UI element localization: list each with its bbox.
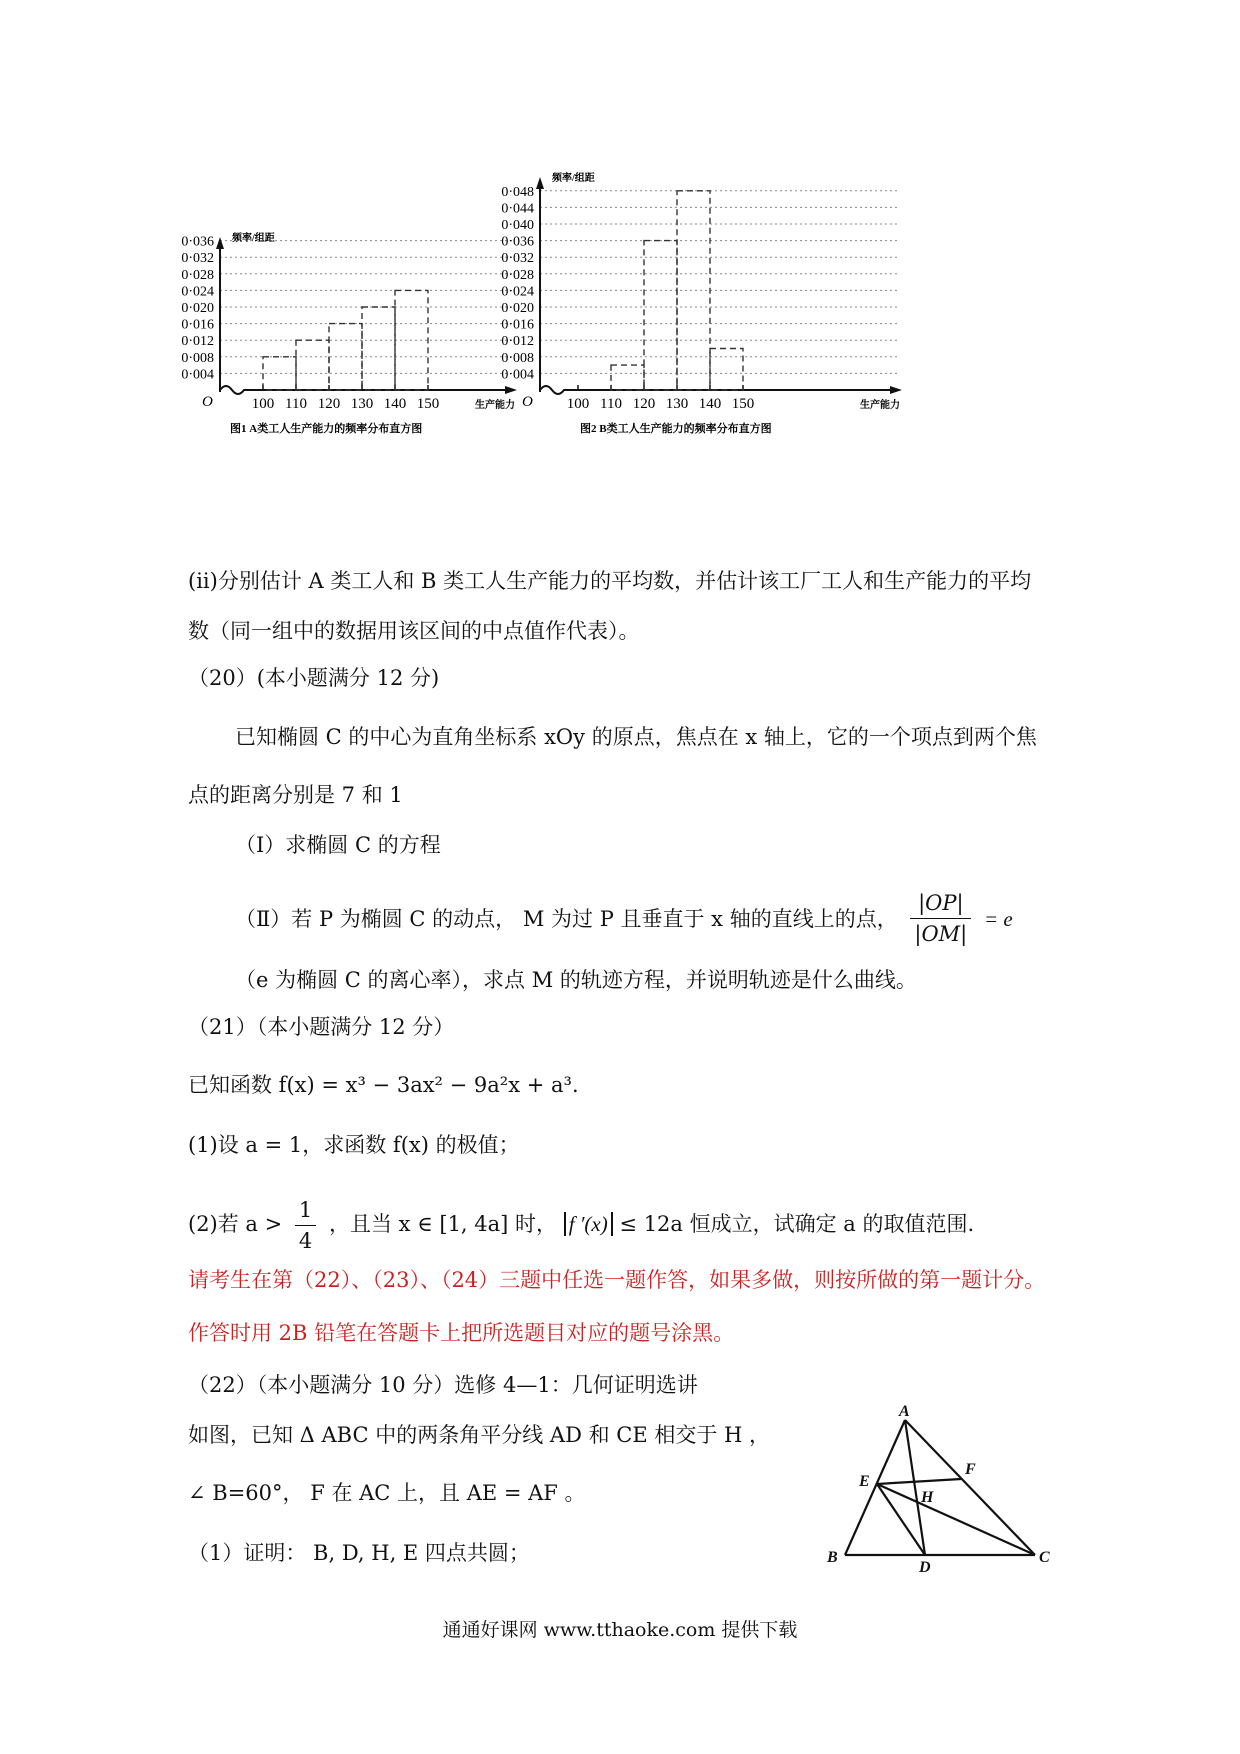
q21-part1: (1)设 a = 1，求函数 f(x) 的极值； (188, 1133, 520, 1157)
y-tick-label: 0·036 (501, 234, 534, 250)
y-axis-arrow (536, 177, 544, 189)
histogram-bar (296, 340, 329, 390)
derivative-abs: f ′(x) (564, 1212, 613, 1236)
label-d: D (919, 1559, 931, 1576)
x-tick-label: 150 (416, 396, 440, 412)
fraction-denominator: |OM| (914, 922, 968, 946)
side-ac (905, 1420, 1035, 1555)
q20-header: （20）(本小题满分 12 分) (188, 666, 440, 690)
label-c: C (1039, 1549, 1050, 1566)
q21-part2-c: ≤ 12a 恒成立，试确定 a 的取值范围. (619, 1212, 975, 1236)
x-tick-label: 110 (600, 396, 622, 412)
y-tick-label: 0·028 (501, 267, 534, 283)
q22-header: （22）（本小题满分 10 分）选修 4—1：几何证明选讲 (188, 1373, 698, 1397)
fraction-numerator: |OP| (910, 888, 971, 919)
q20-part1: （Ⅰ）求椭圆 C 的方程 (235, 833, 441, 857)
label-e: E (859, 1473, 870, 1490)
notice-line2: 作答时用 2B 铅笔在答题卡上把所选题目对应的题号涂黑。 (188, 1321, 735, 1345)
chart-caption: 图2 B类工人生产能力的频率分布直方图 (580, 423, 772, 435)
x-tick-label: 140 (698, 396, 722, 412)
x-tick-label: 100 (566, 396, 590, 412)
label-b: B (827, 1549, 838, 1566)
x-tick-label: 130 (350, 396, 374, 412)
label-a: A (899, 1403, 910, 1420)
q20-line2: 点的距离分别是 7 和 1 (188, 783, 403, 807)
x-tick-label: 110 (285, 396, 307, 412)
x-tick-label: 120 (632, 396, 656, 412)
q19-ii-line1: (ii)分别估计 A 类工人和 B 类工人生产能力的平均数，并估计该工厂工人和生产能力的平均 (188, 569, 1032, 593)
y-tick-label: 0·032 (501, 251, 534, 267)
histogram-bar (611, 365, 644, 390)
x-axis-title: 生产能力 (860, 400, 900, 411)
q21-line1: 已知函数 f(x) = x³ − 3ax² − 9a²x + a³. (188, 1073, 579, 1097)
bisector-ad (905, 1420, 925, 1555)
y-tick-label: 0·020 (501, 301, 534, 316)
quarter-fraction (295, 1195, 316, 1256)
y-tick-label: 0·016 (181, 317, 214, 333)
q20-fraction-rhs: = e (983, 907, 1013, 931)
triangle-figure (815, 1400, 1065, 1576)
q20-part2-text: （Ⅱ）若 P 为椭圆 C 的动点， M 为过 P 且垂直于 x 轴的直线上的点， (235, 907, 898, 931)
y-tick-label: 0·008 (181, 350, 214, 366)
x-axis-title: 生产能力 (475, 400, 515, 411)
x-axis-arrow (890, 386, 902, 394)
fraction-denominator: 4 (298, 1229, 313, 1253)
y-tick-label: 0·048 (501, 184, 534, 200)
y-tick-label: 0·012 (501, 334, 534, 350)
y-tick-label: 0·024 (501, 284, 534, 300)
q21-part2-a: (2)若 a > (188, 1212, 283, 1236)
y-tick-label: 0·020 (181, 301, 214, 316)
q19-ii-line2: 数（同一组中的数据用该区间的中点值作代表）。 (188, 619, 640, 643)
y-tick-label: 0·016 (501, 317, 534, 333)
q20-line1: 已知椭圆 C 的中心为直角坐标系 xOy 的原点，焦点在 x 轴上，它的一个项点到两个焦 (235, 725, 1037, 749)
origin-label: O (202, 394, 213, 410)
q21-part2 (188, 1195, 974, 1256)
y-tick-label: 0·004 (181, 367, 214, 383)
y-axis-title: 频率/组距 (552, 173, 595, 184)
y-tick-label: 0·036 (181, 234, 214, 250)
histogram-b-workers (501, 165, 920, 495)
notice-line1: 请考生在第（22）、（23）、（24）三题中任选一题作答，如果多做，则按所做的第一题计分。 (188, 1268, 1046, 1292)
y-tick-label: 0·032 (181, 251, 214, 267)
q21-header: （21）（本小题满分 12 分） (188, 1015, 455, 1039)
y-tick-label: 0·012 (181, 334, 214, 350)
y-tick-label: 0·024 (181, 284, 214, 300)
side-ab (845, 1420, 905, 1555)
histogram-bar (644, 241, 677, 390)
q20-fraction (910, 888, 971, 949)
y-tick-label: 0·044 (501, 201, 534, 217)
x-tick-label: 140 (383, 396, 407, 412)
x-tick-label: 100 (251, 396, 275, 412)
y-tick-label: 0·008 (501, 350, 534, 366)
label-h: H (921, 1489, 934, 1506)
q22-line2: ∠ B=60°， F 在 AC 上，且 AE = AF 。 (188, 1481, 586, 1505)
y-axis-title: 频率/组距 (232, 233, 275, 244)
y-tick-label: 0·028 (181, 267, 214, 283)
origin-label: O (522, 394, 533, 410)
x-axis-arrow (505, 386, 517, 394)
page-footer: 通通好课网 www.tthaoke.com 提供下载 (442, 1619, 798, 1641)
y-axis-arrow (216, 237, 224, 249)
y-tick-label: 0·040 (501, 218, 534, 233)
q22-part1: （1）证明： B, D, H, E 四点共圆； (188, 1541, 530, 1565)
histogram-bar (710, 349, 743, 391)
x-tick-label: 120 (317, 396, 341, 412)
q22-line1: 如图，已知 Δ ABC 中的两条角平分线 AD 和 CE 相交于 H ， (188, 1423, 771, 1447)
x-tick-label: 130 (665, 396, 689, 412)
q20-part2-line2: （e 为椭圆 C 的离心率），求点 M 的轨迹方程，并说明轨迹是什么曲线。 (235, 968, 917, 992)
histogram-a-workers (181, 225, 535, 495)
segment-ef (877, 1479, 961, 1484)
q20-part2 (235, 890, 1013, 951)
x-tick-label: 150 (731, 396, 755, 412)
chart-caption: 图1 A类工人生产能力的频率分布直方图 (230, 423, 423, 435)
histogram-bar (362, 307, 395, 390)
label-f: F (965, 1461, 976, 1478)
q21-part2-b: ，且当 x ∈ [1, 4a] 时， (328, 1212, 558, 1236)
y-tick-label: 0·004 (501, 367, 534, 383)
fraction-numerator: 1 (295, 1195, 316, 1226)
